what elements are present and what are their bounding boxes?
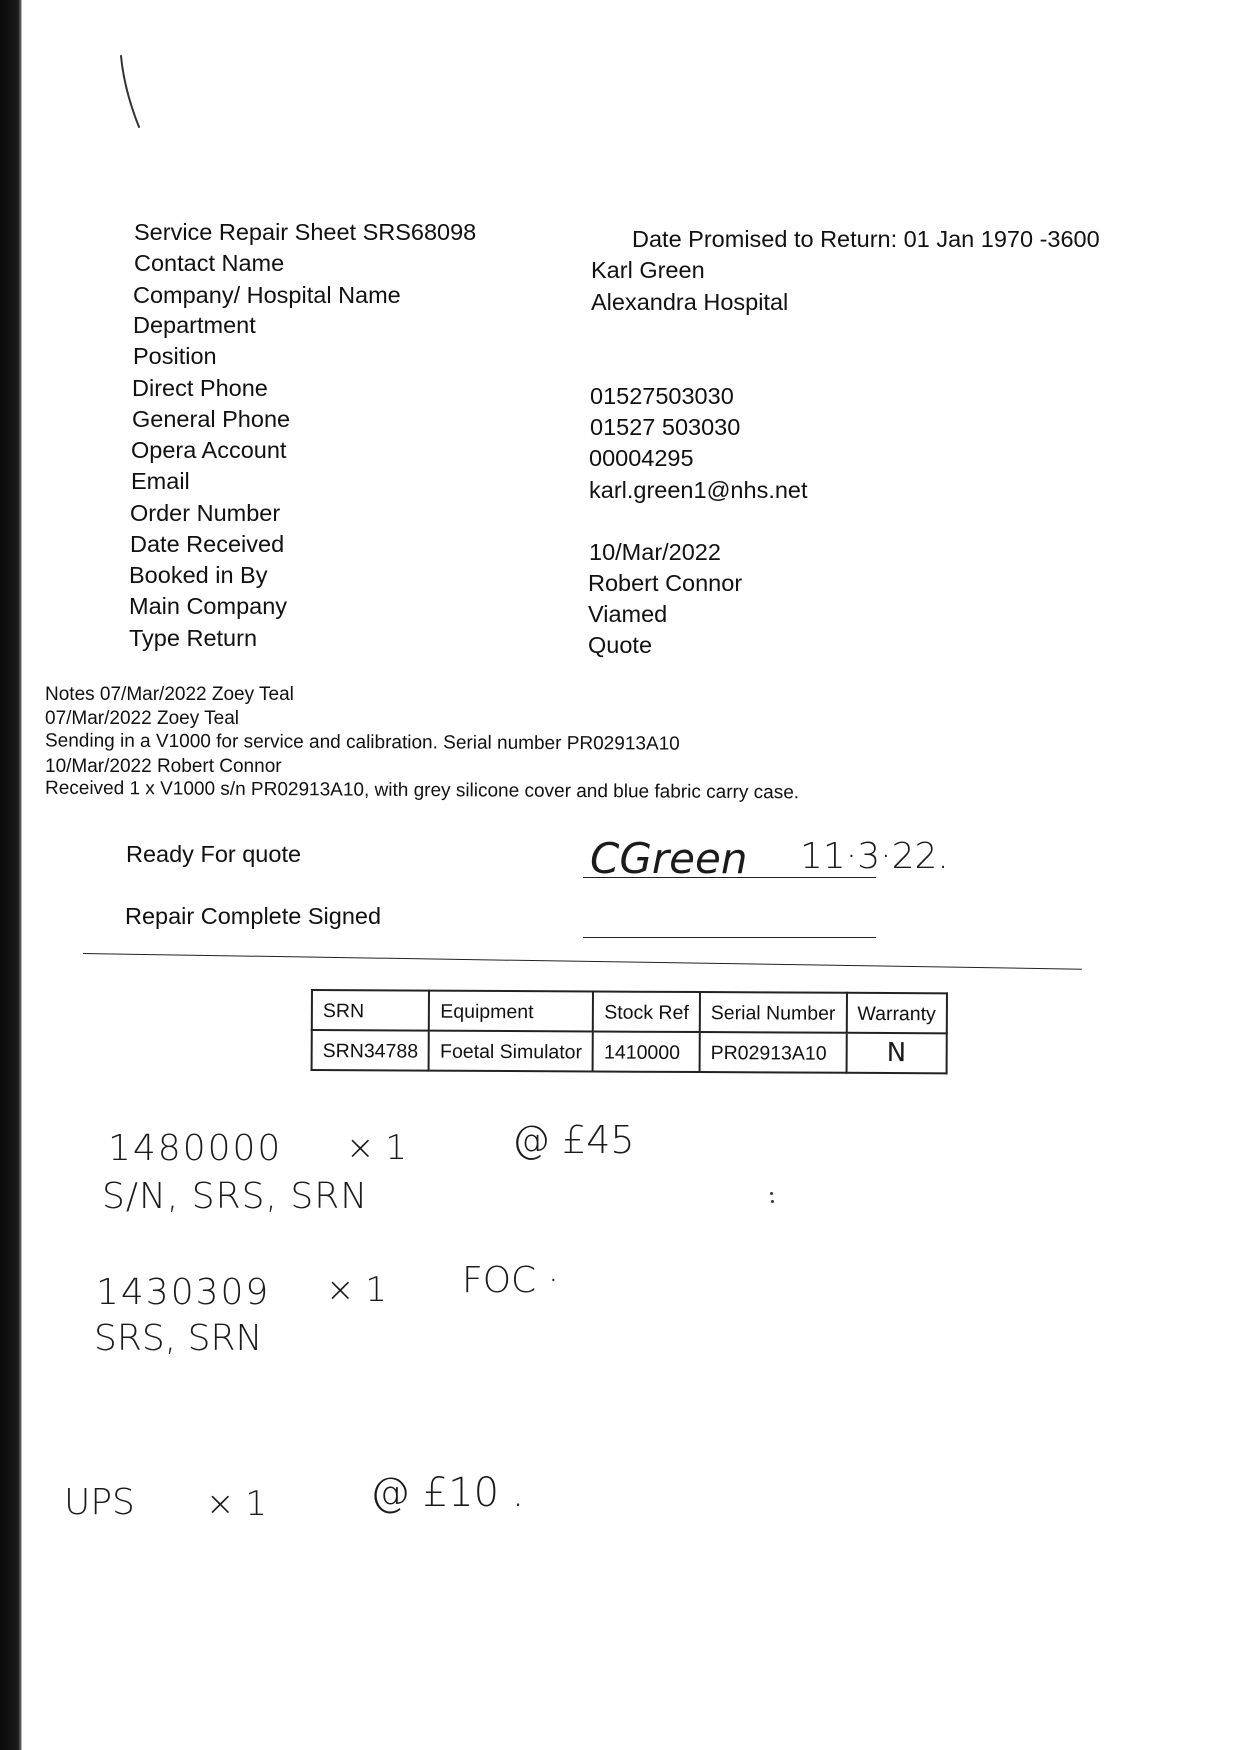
cell-serial-number: PR02913A10 bbox=[700, 1032, 847, 1073]
note-line: 07/Mar/2022 Zoey Teal bbox=[45, 708, 239, 729]
label-department: Department bbox=[133, 312, 256, 338]
label-email: Email bbox=[131, 468, 190, 494]
label-date-received: Date Received bbox=[130, 531, 285, 557]
label-position: Position bbox=[133, 343, 217, 369]
equipment-table bbox=[311, 989, 948, 1074]
value-contact-name: Karl Green bbox=[591, 257, 705, 283]
table-header-row bbox=[312, 990, 947, 1033]
label-booked-in-by: Booked in By bbox=[129, 562, 268, 588]
ready-signature-date: 11·3·22. bbox=[800, 836, 949, 877]
ready-signature-line bbox=[583, 877, 876, 878]
value-direct-phone: 01527503030 bbox=[590, 383, 734, 409]
label-type-return: Type Return bbox=[129, 625, 258, 651]
stray-pen-mark bbox=[115, 52, 145, 132]
label-opera-account: Opera Account bbox=[131, 437, 287, 463]
repair-complete-signature-line bbox=[583, 937, 876, 938]
sheet-title: Service Repair Sheet SRS68098 bbox=[134, 219, 477, 245]
cell-srn: SRN34788 bbox=[312, 1030, 430, 1071]
handwritten-qty-3: × 1 bbox=[206, 1484, 267, 1524]
handwritten-part-1: 1480000 bbox=[108, 1128, 283, 1169]
repair-complete-label: Repair Complete Signed bbox=[125, 903, 382, 929]
ink-speck bbox=[771, 1200, 774, 1203]
handwritten-qty-1: × 1 bbox=[346, 1128, 407, 1168]
label-contact-name: Contact Name bbox=[134, 250, 285, 276]
ready-for-quote-label: Ready For quote bbox=[126, 841, 302, 867]
header-stock-ref: Stock Ref bbox=[593, 991, 700, 1032]
scan-edge bbox=[0, 0, 22, 1750]
value-company-hospital: Alexandra Hospital bbox=[591, 289, 789, 315]
cell-equipment: Foetal Simulator bbox=[429, 1031, 593, 1072]
section-divider bbox=[83, 953, 1082, 970]
note-line: Received 1 x V1000 s/n PR02913A10, with grey silicone cover and blue fabric carry case. bbox=[44, 777, 800, 804]
header-srn: SRN bbox=[312, 990, 430, 1031]
ready-signature: CGreen bbox=[590, 834, 748, 883]
header-serial-number: Serial Number bbox=[700, 992, 847, 1033]
label-direct-phone: Direct Phone bbox=[132, 375, 268, 401]
date-promised: Date Promised to Return: 01 Jan 1970 -3600 bbox=[632, 226, 1100, 252]
value-booked-in-by: Robert Connor bbox=[588, 570, 743, 596]
handwritten-item-3: UPS bbox=[64, 1482, 135, 1523]
handwritten-line-2: S/N, SRS, SRN bbox=[102, 1176, 369, 1217]
value-date-received: 10/Mar/2022 bbox=[589, 539, 721, 565]
table-row bbox=[312, 1030, 947, 1073]
note-line: Notes 07/Mar/2022 Zoey Teal bbox=[45, 684, 294, 705]
header-equipment: Equipment bbox=[429, 991, 593, 1032]
note-line: Sending in a V1000 for service and calibration. Serial number PR02913A10 bbox=[44, 730, 680, 755]
value-general-phone: 01527 503030 bbox=[590, 414, 741, 440]
ink-speck bbox=[770, 1192, 773, 1195]
handwritten-line-4: SRS, SRN bbox=[94, 1318, 263, 1359]
handwritten-price-3: @ £10 . bbox=[370, 1470, 525, 1516]
label-order-number: Order Number bbox=[130, 500, 281, 526]
value-main-company: Viamed bbox=[588, 601, 668, 627]
header-warranty: Warranty bbox=[846, 993, 947, 1034]
label-general-phone: General Phone bbox=[132, 406, 291, 432]
value-opera-account: 00004295 bbox=[589, 445, 694, 471]
cell-warranty: N bbox=[846, 1033, 947, 1074]
value-email: karl.green1@nhs.net bbox=[589, 477, 808, 503]
handwritten-price-2: FOC · bbox=[462, 1260, 560, 1301]
note-line: 10/Mar/2022 Robert Connor bbox=[45, 756, 282, 777]
value-type-return: Quote bbox=[588, 632, 653, 658]
cell-stock-ref: 1410000 bbox=[593, 1031, 700, 1072]
label-main-company: Main Company bbox=[129, 593, 288, 619]
handwritten-price-1: @ £45 bbox=[512, 1118, 635, 1162]
handwritten-qty-2: × 1 bbox=[326, 1270, 387, 1310]
handwritten-part-2: 1430309 bbox=[96, 1272, 271, 1313]
label-company-hospital: Company/ Hospital Name bbox=[133, 282, 401, 308]
